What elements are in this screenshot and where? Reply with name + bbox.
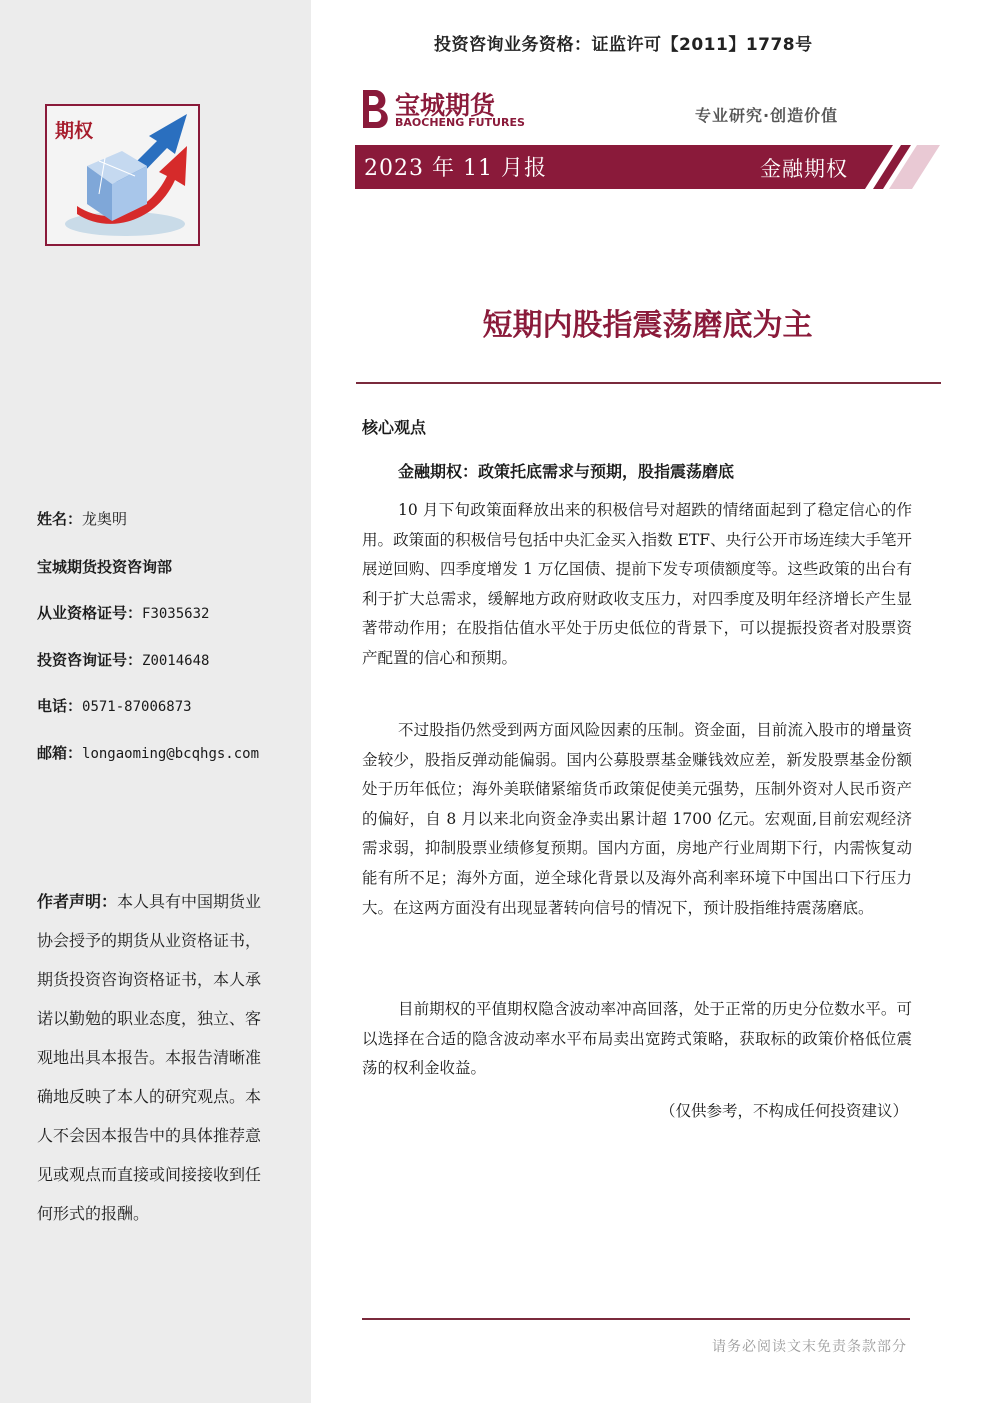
phone-value: 0571-87006873	[82, 699, 192, 715]
slogan: 专业研究·创造价值	[695, 106, 839, 125]
report-date: 2023 年 11 月报	[364, 156, 547, 181]
footer-note: 请务必阅读文末免责条款部分	[712, 1339, 907, 1355]
core-heading: 核心观点	[362, 418, 427, 437]
author-name	[37, 508, 127, 529]
section-subheading: 金融期权：政策托底需求与预期，股指震荡磨底	[398, 462, 735, 481]
options-logo-image	[45, 104, 200, 246]
paragraph-2: 不过股指仍然受到两方面风险因素的压制。资金面，目前流入股市的增量资金较少，股指反弹动能偏弱。国内公募股票基金赚钱效应差，新发股票基金份额处于历年低位；海外美联储紧缩货币政策促使美元强势，压制外资对人民币资产的偏好，自 8 月以来北向资金净卖出累计超 1700 亿元。宏观面,目前宏观经济需求弱，抑制股票业绩修复预期。国内方面，房地产行业周期下行，内需恢复动能有所不足；海外方面，逆全球化背景以及海外高利率环境下中国出口下行压力大。在这两方面没有出现显著转向信号的情况下，预计股指维持震荡磨底。	[362, 721, 912, 917]
paragraph-1: 10 月下旬政策面释放出来的积极信号对超跌的情绪面起到了稳定信心的作用。政策面的积极信号包括中央汇金买入指数 ETF、央行公开市场连续大手笔开展逆回购、四季度增发 1 万亿国债、提前下发专项债额度等。这些政策的出台有利于扩大总需求，缓解地方政府财政收支压力，对四季度及明年经济增长产生显著带动作用；在股指估值水平处于历史低位的背景下，可以提振投资者对股票资产配置的信心和预期。	[362, 501, 912, 667]
brand-name-cn: 宝城期货	[395, 91, 496, 120]
report-title: 短期内股指震荡磨底为主	[482, 308, 813, 343]
paragraph-3: 目前期权的平值期权隐含波动率冲高回落，处于正常的历史分位数水平。可以选择在合适的隐含波动率水平布局卖出宽跨式策略，获取标的政策价格低位震荡的权利金收益。	[362, 1000, 912, 1078]
department-name: 宝城期货投资咨询部	[37, 558, 173, 576]
email-value: longaoming@bcqhgs.com	[82, 746, 260, 762]
brand-b-icon	[357, 86, 393, 132]
disclaimer: （仅供参考，不构成任何投资建议）	[659, 1102, 908, 1120]
license-text: 投资咨询业务资格：证监许可【2011】1778号	[434, 35, 813, 55]
statement-text: 本人具有中国期货业协会授予的期货从业资格证书，期货投资咨询资格证书，本人承诺以勤勉的职业态度，独立、客观地出具本报告。本报告清晰准确地反映了本人的研究观点。本人不会因本报告中的具体推荐意见或观点而直接或间接接收到任何形式的报酬。	[37, 892, 262, 1223]
advisory-label: 投资咨询证号：	[37, 651, 143, 669]
email-label: 邮箱：	[37, 744, 83, 762]
sidebar	[0, 0, 311, 1403]
report-category: 金融期权	[760, 157, 848, 181]
department	[37, 556, 172, 577]
email	[37, 742, 259, 763]
logo-text: 期权	[55, 120, 94, 142]
author-statement	[37, 882, 273, 1233]
cert-number	[37, 602, 209, 623]
name-value: 龙奥明	[82, 510, 128, 528]
advisory-value: Z0014648	[142, 653, 210, 669]
phone-label: 电话：	[37, 697, 83, 715]
cert-label: 从业资格证号：	[37, 604, 143, 622]
brand-logo	[357, 86, 527, 132]
advisory-number	[37, 649, 209, 670]
footer-divider	[362, 1318, 910, 1320]
cert-value: F3035632	[142, 606, 210, 622]
brand-name-en: BAOCHENG FUTURES	[395, 116, 525, 129]
name-label: 姓名：	[37, 510, 83, 528]
phone	[37, 695, 192, 716]
statement-label: 作者声明：	[37, 892, 118, 911]
title-divider	[356, 382, 941, 384]
